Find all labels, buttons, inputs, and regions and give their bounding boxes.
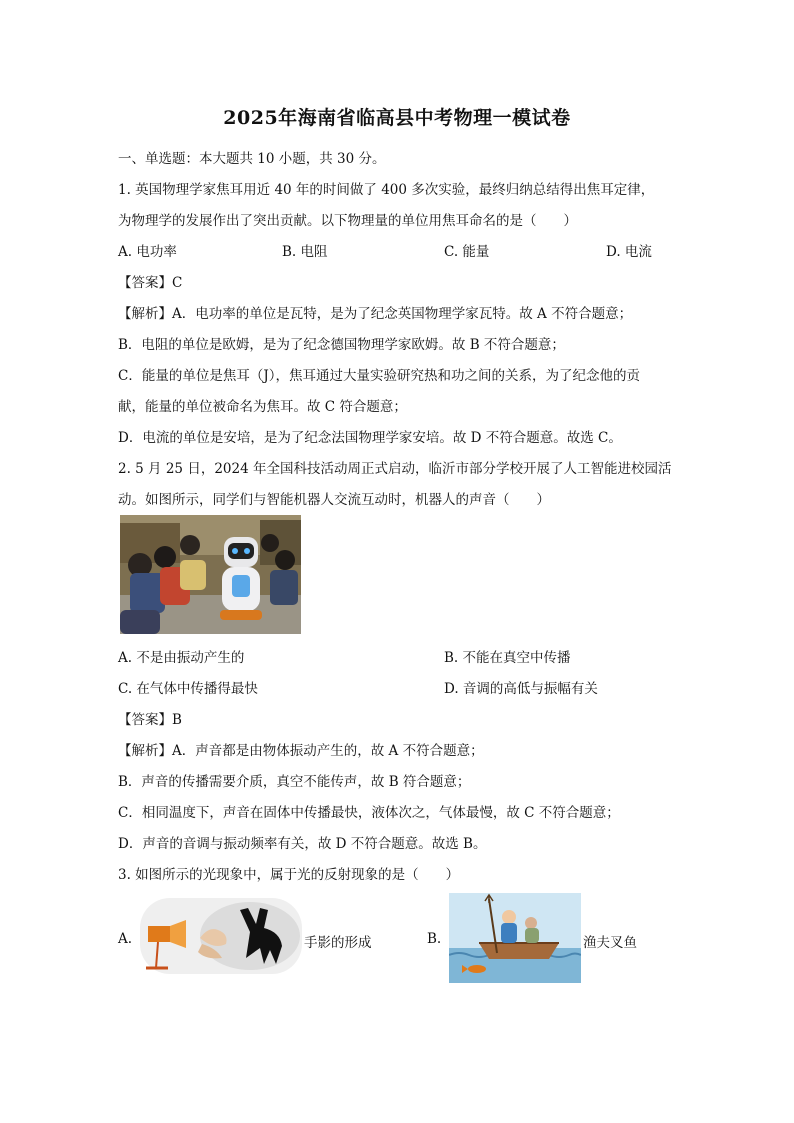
q1-answer: 【答案】C [118,275,183,291]
q2-analysis-line: B．声音的传播需要介质，真空不能传声，故 B 符合题意； [118,774,471,790]
hand-shadow-illustration [140,898,302,974]
q1-analysis-line: B．电阻的单位是欧姆，是为了纪念德国物理学家欧姆。故 B 不符合题意； [118,337,565,353]
q2-stem-line1: 2. 5 月 25 日，2024 年全国科技活动周正式启动，临沂市部分学校开展了人工智能进校园活 [118,461,672,477]
q1-option-a: A. 电功率 [118,244,177,260]
q1-option-d: D. 电流 [606,244,652,260]
q1-stem-line2: 为物理学的发展作出了突出贡献。以下物理量的单位用焦耳命名的是（ ） [118,213,577,229]
page-title: 2025年海南省临高县中考物理一模试卷 [223,107,571,129]
q1-stem-line1: 1. 英国物理学家焦耳用近 40 年的时间做了 400 多次实验，最终归纳总结得出焦耳定律， [118,182,655,198]
q3-option-a-letter: A. [118,931,133,947]
q2-analysis-line: D．声音的音调与振动频率有关，故 D 不符合题意。故选 B。 [118,836,487,852]
robot-classroom-photo [120,515,301,634]
q2-answer: 【答案】B [118,712,182,728]
q2-stem-line2: 动。如图所示，同学们与智能机器人交流互动时，机器人的声音（ ） [118,492,550,508]
q3-option-a-caption: 手影的形成 [304,935,372,951]
q2-option-d: D. 音调的高低与振幅有关 [444,681,598,697]
q2-analysis-line: 【解析】A．声音都是由物体振动产生的，故 A 不符合题意； [118,743,484,759]
robot-photo-illustration [120,515,301,634]
q2-option-c: C. 在气体中传播得最快 [118,681,258,697]
q1-option-b: B. 电阻 [282,244,328,260]
q2-analysis-line: C．相同温度下，声音在固体中传播最快，液体次之，气体最慢，故 C 不符合题意； [118,805,620,821]
fisherman-spear-illustration [449,893,581,983]
q1-analysis-line: D．电流的单位是安培，是为了纪念法国物理学家安培。故 D 不符合题意。故选 C。 [118,430,622,446]
q1-analysis-line: 献，能量的单位被命名为焦耳。故 C 符合题意； [118,399,407,415]
q2-option-b: B. 不能在真空中传播 [444,650,571,666]
q3-option-b-letter: B. [427,931,442,947]
q3-stem: 3. 如图所示的光现象中，属于光的反射现象的是（ ） [118,867,460,883]
q1-analysis-line: 【解析】A．电功率的单位是瓦特，是为了纪念英国物理学家瓦特。故 A 不符合题意； [118,306,633,322]
q1-option-c: C. 能量 [444,244,490,260]
q2-option-a: A. 不是由振动产生的 [118,650,245,666]
section-heading: 一、单选题：本大题共 10 小题，共 30 分。 [118,151,386,167]
q1-analysis-line: C．能量的单位是焦耳（J），焦耳通过大量实验研究热和功之间的关系，为了纪念他的贡 [118,368,640,384]
q3-option-b-caption: 渔夫叉鱼 [583,935,637,951]
